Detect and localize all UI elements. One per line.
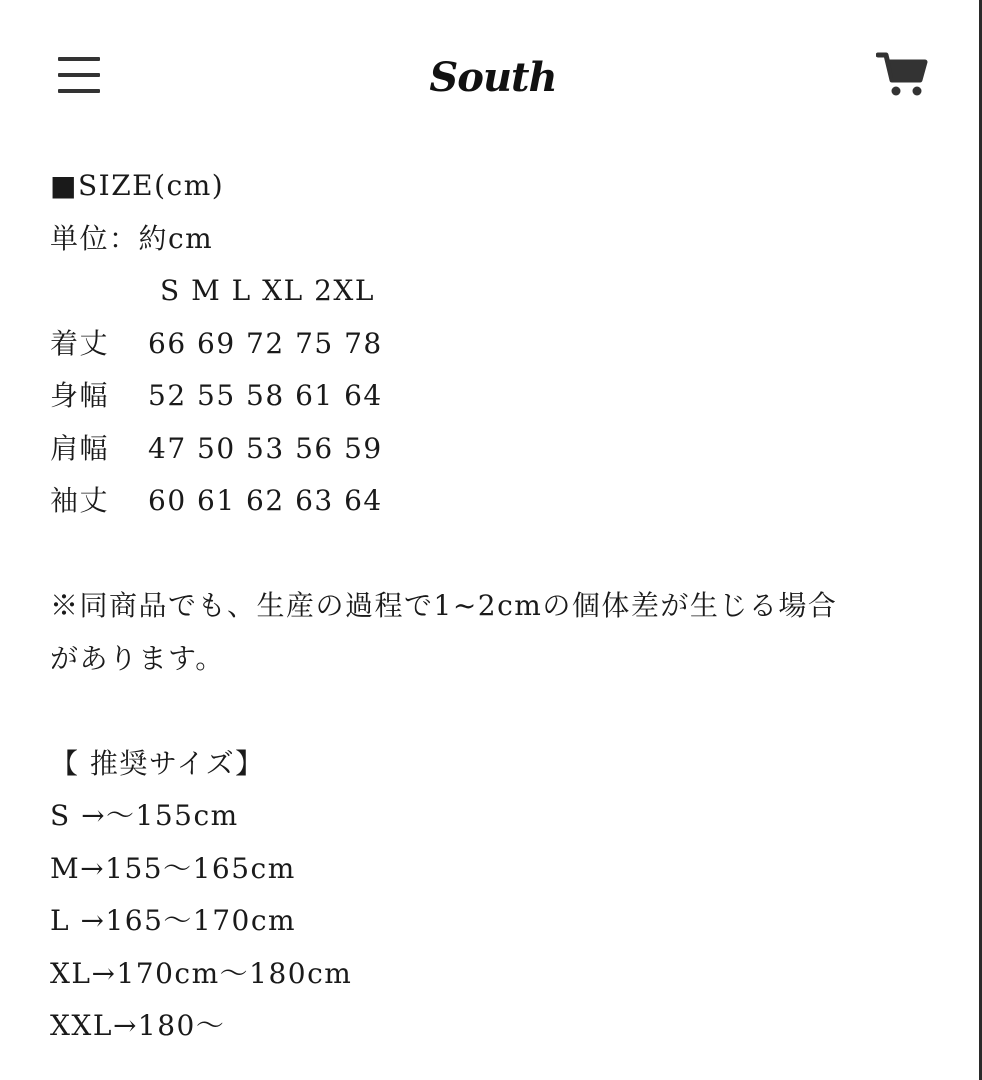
row-values: 66 69 72 75 78 bbox=[148, 326, 383, 360]
table-row bbox=[50, 475, 950, 528]
size-title: ■SIZE(cm) bbox=[50, 169, 225, 202]
recommend-title: 【 推奨サイズ】 bbox=[50, 746, 265, 780]
menu-bar bbox=[58, 57, 100, 61]
list-item: XXL→180〜 bbox=[50, 1009, 226, 1042]
spacer bbox=[50, 685, 950, 738]
size-table-header-values: S M L XL 2XL bbox=[160, 274, 375, 307]
note-line: があります。 bbox=[50, 641, 225, 675]
table-row bbox=[50, 370, 950, 423]
list-item: M→155〜165cm bbox=[50, 851, 296, 885]
size-table-header bbox=[50, 265, 950, 318]
size-table-corner bbox=[50, 265, 148, 318]
product-description bbox=[50, 160, 950, 1053]
site-header bbox=[0, 0, 979, 150]
brand-logo[interactable]: South bbox=[429, 54, 557, 101]
list-item: S →〜155cm bbox=[50, 799, 239, 832]
row-label: 身幅 bbox=[50, 379, 110, 412]
cart-icon[interactable] bbox=[876, 50, 928, 98]
hamburger-icon[interactable] bbox=[58, 57, 100, 93]
unit-line: 単位：約cm bbox=[50, 221, 214, 255]
table-row bbox=[50, 318, 950, 371]
row-values: 52 55 58 61 64 bbox=[148, 379, 383, 412]
row-values: 60 61 62 63 64 bbox=[148, 484, 383, 517]
row-label: 着丈 bbox=[50, 326, 110, 360]
note-line: ※同商品でも、生産の過程で1~2cmの個体差が生じる場合 bbox=[50, 589, 838, 622]
menu-bar bbox=[58, 73, 100, 77]
row-values: 47 50 53 56 59 bbox=[148, 431, 383, 465]
table-row bbox=[50, 423, 950, 476]
row-label: 袖丈 bbox=[50, 484, 110, 517]
list-item: L →165〜170cm bbox=[50, 904, 297, 937]
list-item: XL→170cm〜180cm bbox=[50, 956, 353, 990]
spacer bbox=[50, 528, 950, 581]
row-label: 肩幅 bbox=[50, 431, 110, 465]
menu-bar bbox=[58, 89, 100, 93]
